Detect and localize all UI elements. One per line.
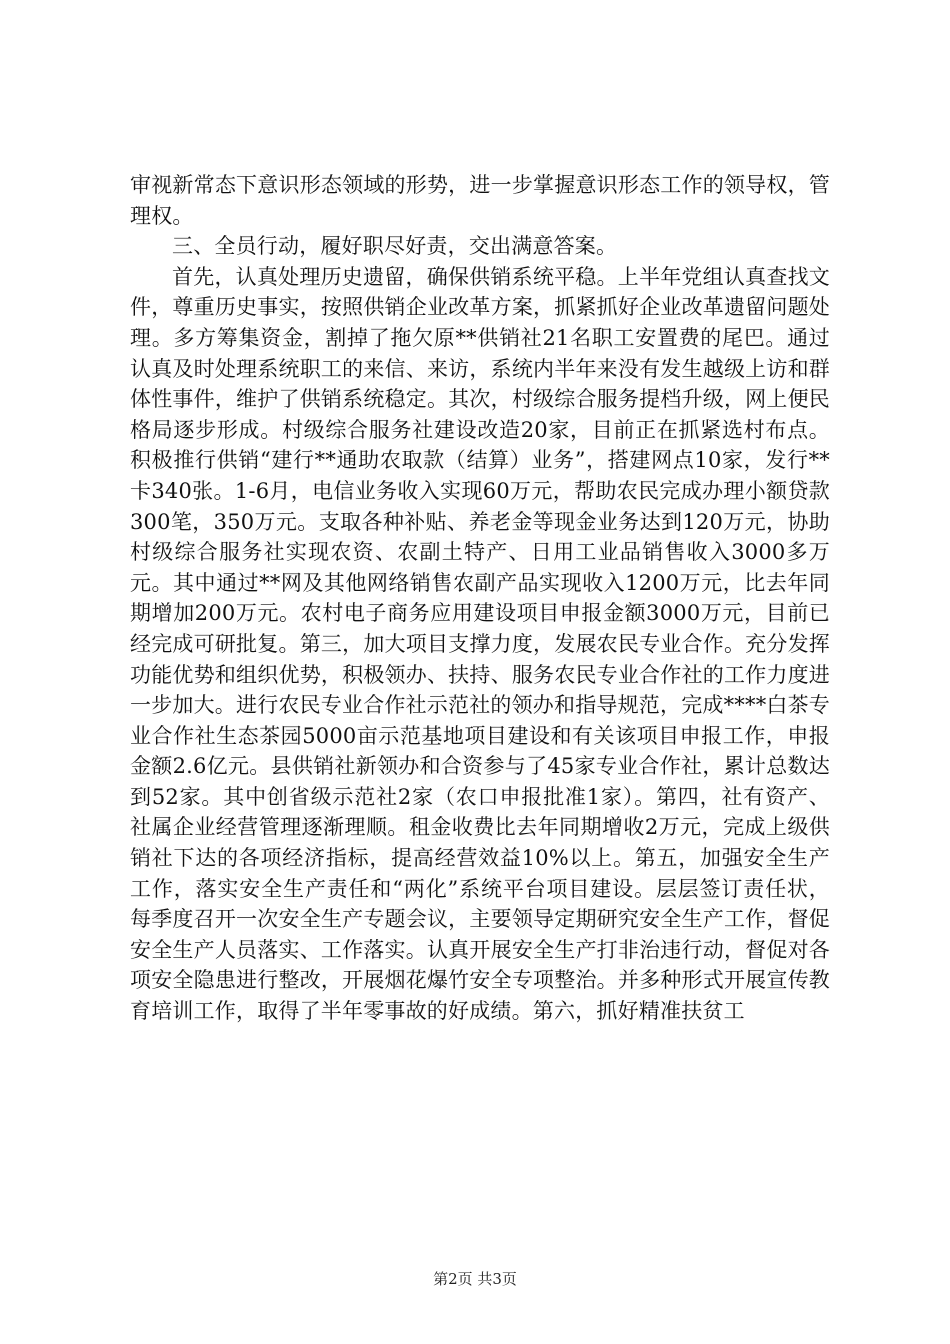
section-heading: 三、全员行动，履好职尽好责，交出满意答案。	[172, 234, 618, 259]
page-number-footer: 第2页 共3页	[433, 1270, 517, 1288]
paragraph-body: 首先，认真处理历史遗留，确保供销系统平稳。上半年党组认真查找文件，尊重历史事实，按照供销企业改革方案，抓紧抓好企业改革遗留问题处理。多方筹集资金，割掉了拖欠原**供销社21名职工安置费的尾巴。通过认真及时处理系统职工的来信、来访，系统内半年来没有发生越级上访和群体性事件，维护了供销系统稳定。其次，村级综合服务提档升级，网上便民格局逐步形成。村级综合服务社建设改造20家，目前正在抓紧选村布点。积极推行供销“建行**通助农取款（结算）业务”，搭建网点10家，发行**卡340张。1-6月，电信业务收入实现60万元，帮助农民完成办理小额贷款300笔，350万元。支取各种补贴、养老金等现金业务达到120万元，协助村级综合服务社实现农资、农副土特产、日用工业品销售收入3000多万元。其中通过**网及其他网络销售农副产品实现收入1200万元，比去年同期增加200万元。农村电子商务应用建设项目申报金额3000万元，目前已经完成可研批复。第三，加大项目支撑力度，发展农民专业合作。充分发挥功能优势和组织优势，积极领办、扶持、服务农民专业合作社的工作力度进一步加大。进行农民专业合作社示范社的领办和指导规范，完成****白茶专业合作社生态茶园5000亩示范基地项目建设和有关该项目申报工作，申报金额2.6亿元。县供销社新领办和合资参与了45家专业合作社，累计总数达到52家。其中创省级示范社2家（农口申报批准1家）。第四，社有资产、社属企业经营管理逐渐理顺。租金收费比去年同期增收2万元，完成上级供销社下达的各项经济指标，提高经营效益10%以上。第五，加强安全生产工作，落实安全生产责任和“两化”系统平台项目建设。层层签订责任状，每季度召开一次安全生产专题会议，主要领导定期研究安全生产工作，督促安全生产人员落实、工作落实。认真开展安全生产打非治违行动，督促对各项安全隐患进行整改，开展烟花爆竹安全专项整治。并多种形式开展宣传教育培训工作，取得了半年零事故的好成绩。第六，抓好精准扶贫工	[130, 264, 830, 1024]
document-body	[130, 170, 830, 1027]
paragraph-continuation: 审视新常态下意识形态领域的形势，进一步掌握意识形态工作的领导权，管理权。	[130, 173, 830, 228]
